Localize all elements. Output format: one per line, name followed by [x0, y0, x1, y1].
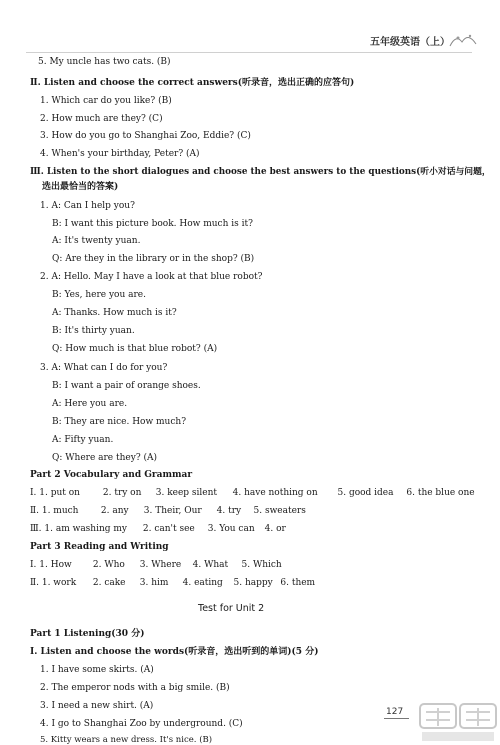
answer-item: Ⅰ. 1. put on	[30, 488, 80, 498]
answer-item: 3. You can	[207, 524, 255, 534]
section-heading: Ⅲ. Listen to the short dialogues and choose the best answers to the questions(听小对话与问题，	[30, 167, 491, 177]
text-line: 1. Which car do you like? (B)	[40, 96, 172, 106]
text-line: A: Thanks. How much is it?	[52, 308, 177, 318]
answer-item: 5. sweaters	[253, 506, 306, 516]
answer-item: 2. can't see	[142, 524, 195, 534]
text-line: A: It's twenty yuan.	[52, 236, 141, 246]
section-heading: Ⅱ. Listen and choose the correct answers(听录音，选出正确的应答句)	[30, 78, 355, 88]
section-heading-cont: 选出最恰当的答案)	[42, 182, 119, 192]
page-number: 127	[386, 707, 404, 717]
text-line: B: They are nice. How much?	[52, 417, 187, 427]
answer-row	[30, 507, 306, 516]
answer-item: 2. cake	[92, 578, 126, 588]
answer-row	[30, 579, 315, 588]
answer-item: 6. the blue one	[406, 488, 475, 498]
answer-row	[30, 525, 286, 534]
answer-item: 4. or	[264, 524, 286, 534]
answer-item: 3. Their, Our	[143, 506, 202, 516]
text-line: 3. A: What can I do for you?	[40, 363, 168, 373]
text-line: Q: Are they in the library or in the shop? (B)	[52, 254, 255, 264]
answer-row	[30, 489, 475, 498]
watermark-logo-icon	[418, 700, 498, 744]
part-heading: Part 2 Vocabulary and Grammar	[30, 470, 193, 480]
answer-item: Ⅰ. 1. How	[30, 560, 72, 570]
text-line: 5. Kitty wears a new dress. It's nice. (B)	[40, 735, 213, 745]
answer-item: 4. eating	[182, 578, 223, 588]
text-line: 2. The emperor nods with a big smile. (B)	[40, 683, 230, 693]
text-line: Q: Where are they? (A)	[52, 453, 158, 463]
text-line: 2. A: Hello. May I have a look at that blue robot?	[40, 272, 263, 282]
header-decoration-icon	[448, 30, 478, 50]
answer-item: 2. Who	[92, 560, 125, 570]
header-title: 五年级英语（上）	[370, 37, 450, 48]
answer-item: 5. happy	[233, 578, 273, 588]
answer-item: Ⅱ. 1. work	[30, 578, 77, 588]
answer-item: 3. keep silent	[155, 488, 218, 498]
answer-item: Ⅱ. 1. much	[30, 506, 79, 516]
text-line: B: Yes, here you are.	[52, 290, 146, 300]
answer-item: 3. Where	[139, 560, 182, 570]
answer-item: 5. good idea	[337, 488, 394, 498]
text-line: 4. I go to Shanghai Zoo by underground. (C)	[40, 719, 243, 729]
text-line: Q: How much is that blue robot? (A)	[52, 344, 218, 354]
text-line: 2. How much are they? (C)	[40, 114, 163, 124]
text-line: B: I want this picture book. How much is it?	[52, 219, 253, 229]
text-line: B: It's thirty yuan.	[52, 326, 135, 336]
answer-item: 2. try on	[102, 488, 142, 498]
part-heading: Part 1 Listening(30 分)	[30, 629, 145, 639]
text-line: 5. My uncle has two cats. (B)	[38, 57, 171, 67]
answer-item: Ⅲ. 1. am washing my	[30, 524, 128, 534]
answer-item: 2. any	[100, 506, 129, 516]
header-rule	[26, 52, 472, 53]
section-heading: Ⅰ. Listen and choose the words(听录音，选出听到的单词)(5 分)	[30, 647, 319, 657]
text-line: A: Fifty yuan.	[52, 435, 114, 445]
answer-item: 4. have nothing on	[232, 488, 318, 498]
text-line: 3. How do you go to Shanghai Zoo, Eddie? (C)	[40, 131, 251, 141]
text-line: 4. When's your birthday, Peter? (A)	[40, 149, 200, 159]
text-line: A: Here you are.	[52, 399, 128, 409]
answer-row	[30, 561, 282, 570]
answer-item: 5. Which	[241, 560, 282, 570]
test-title: Test for Unit 2	[198, 603, 265, 614]
text-line: 1. A: Can I help you?	[40, 201, 135, 211]
answer-item: 6. them	[280, 578, 316, 588]
answer-item: 4. try	[216, 506, 242, 516]
part-heading: Part 3 Reading and Writing	[30, 542, 169, 552]
answer-item: 3. him	[139, 578, 169, 588]
text-line: 1. I have some skirts. (A)	[40, 665, 154, 675]
answer-item: 4. What	[192, 560, 229, 570]
text-line: B: I want a pair of orange shoes.	[52, 381, 201, 391]
text-line: 3. I need a new shirt. (A)	[40, 701, 154, 711]
